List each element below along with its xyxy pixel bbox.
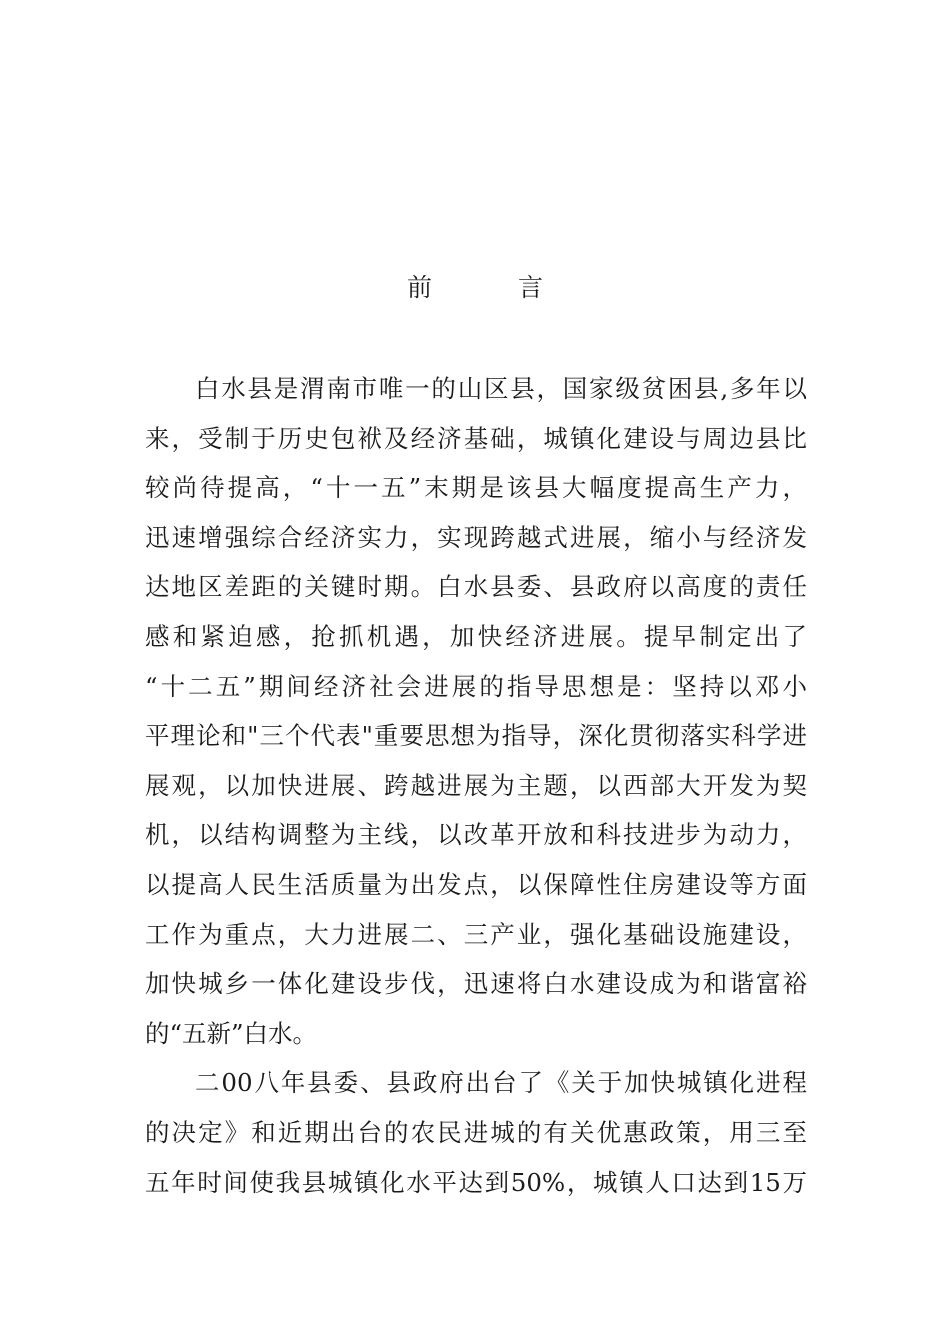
- text-line: 展观，以加快进展、跨越进展为主题，以西部大开发为契: [145, 770, 807, 800]
- text-line: 来，受制于历史包袱及经济基础，城镇化建设与周边县比: [145, 423, 807, 453]
- text-line: 以提高人民生活质量为出发点，以保障性住房建设等方面: [145, 869, 807, 899]
- text-line: 的“五新”白水。: [145, 1018, 318, 1048]
- text-line: 较尚待提高，“十一五”末期是该县大幅度提高生产力，: [145, 473, 807, 503]
- page-title: [0, 268, 950, 308]
- text-line: 五年时间使我县城镇化水平达到50%，城镇人口达到15万: [145, 1167, 807, 1197]
- text-line: 二00八年县委、县政府出台了《关于加快城镇化进程: [195, 1068, 807, 1098]
- text-line: 机，以结构调整为主线，以改革开放和科技进步为动力，: [145, 820, 807, 850]
- text-line: 加快城乡一体化建设步伐，迅速将白水建设成为和谐富裕: [145, 969, 807, 999]
- text-line: “十二五”期间经济社会进展的指导思想是：坚持以邓小: [145, 671, 807, 701]
- text-line: 感和紧迫感，抢抓机遇，加快经济进展。提早制定出了: [145, 621, 807, 651]
- body-text: [145, 364, 807, 1207]
- text-line: 的决定》和近期出台的农民进城的有关优惠政策，用三至: [145, 1117, 807, 1147]
- title-char-2: 言: [518, 273, 544, 302]
- text-line: 达地区差距的关键时期。白水县委、县政府以高度的责任: [145, 572, 807, 602]
- text-line: 平理论和"三个代表"重要思想为指导，深化贯彻落实科学进: [145, 721, 807, 751]
- title-char-1: 前: [406, 273, 432, 302]
- text-line: 工作为重点，大力进展二、三产业，强化基础设施建设，: [145, 919, 807, 949]
- text-line: 迅速增强综合经济实力，实现跨越式进展，缩小与经济发: [145, 522, 807, 552]
- text-line: 白水县是渭南市唯一的山区县，国家级贫困县,多年以: [195, 374, 807, 403]
